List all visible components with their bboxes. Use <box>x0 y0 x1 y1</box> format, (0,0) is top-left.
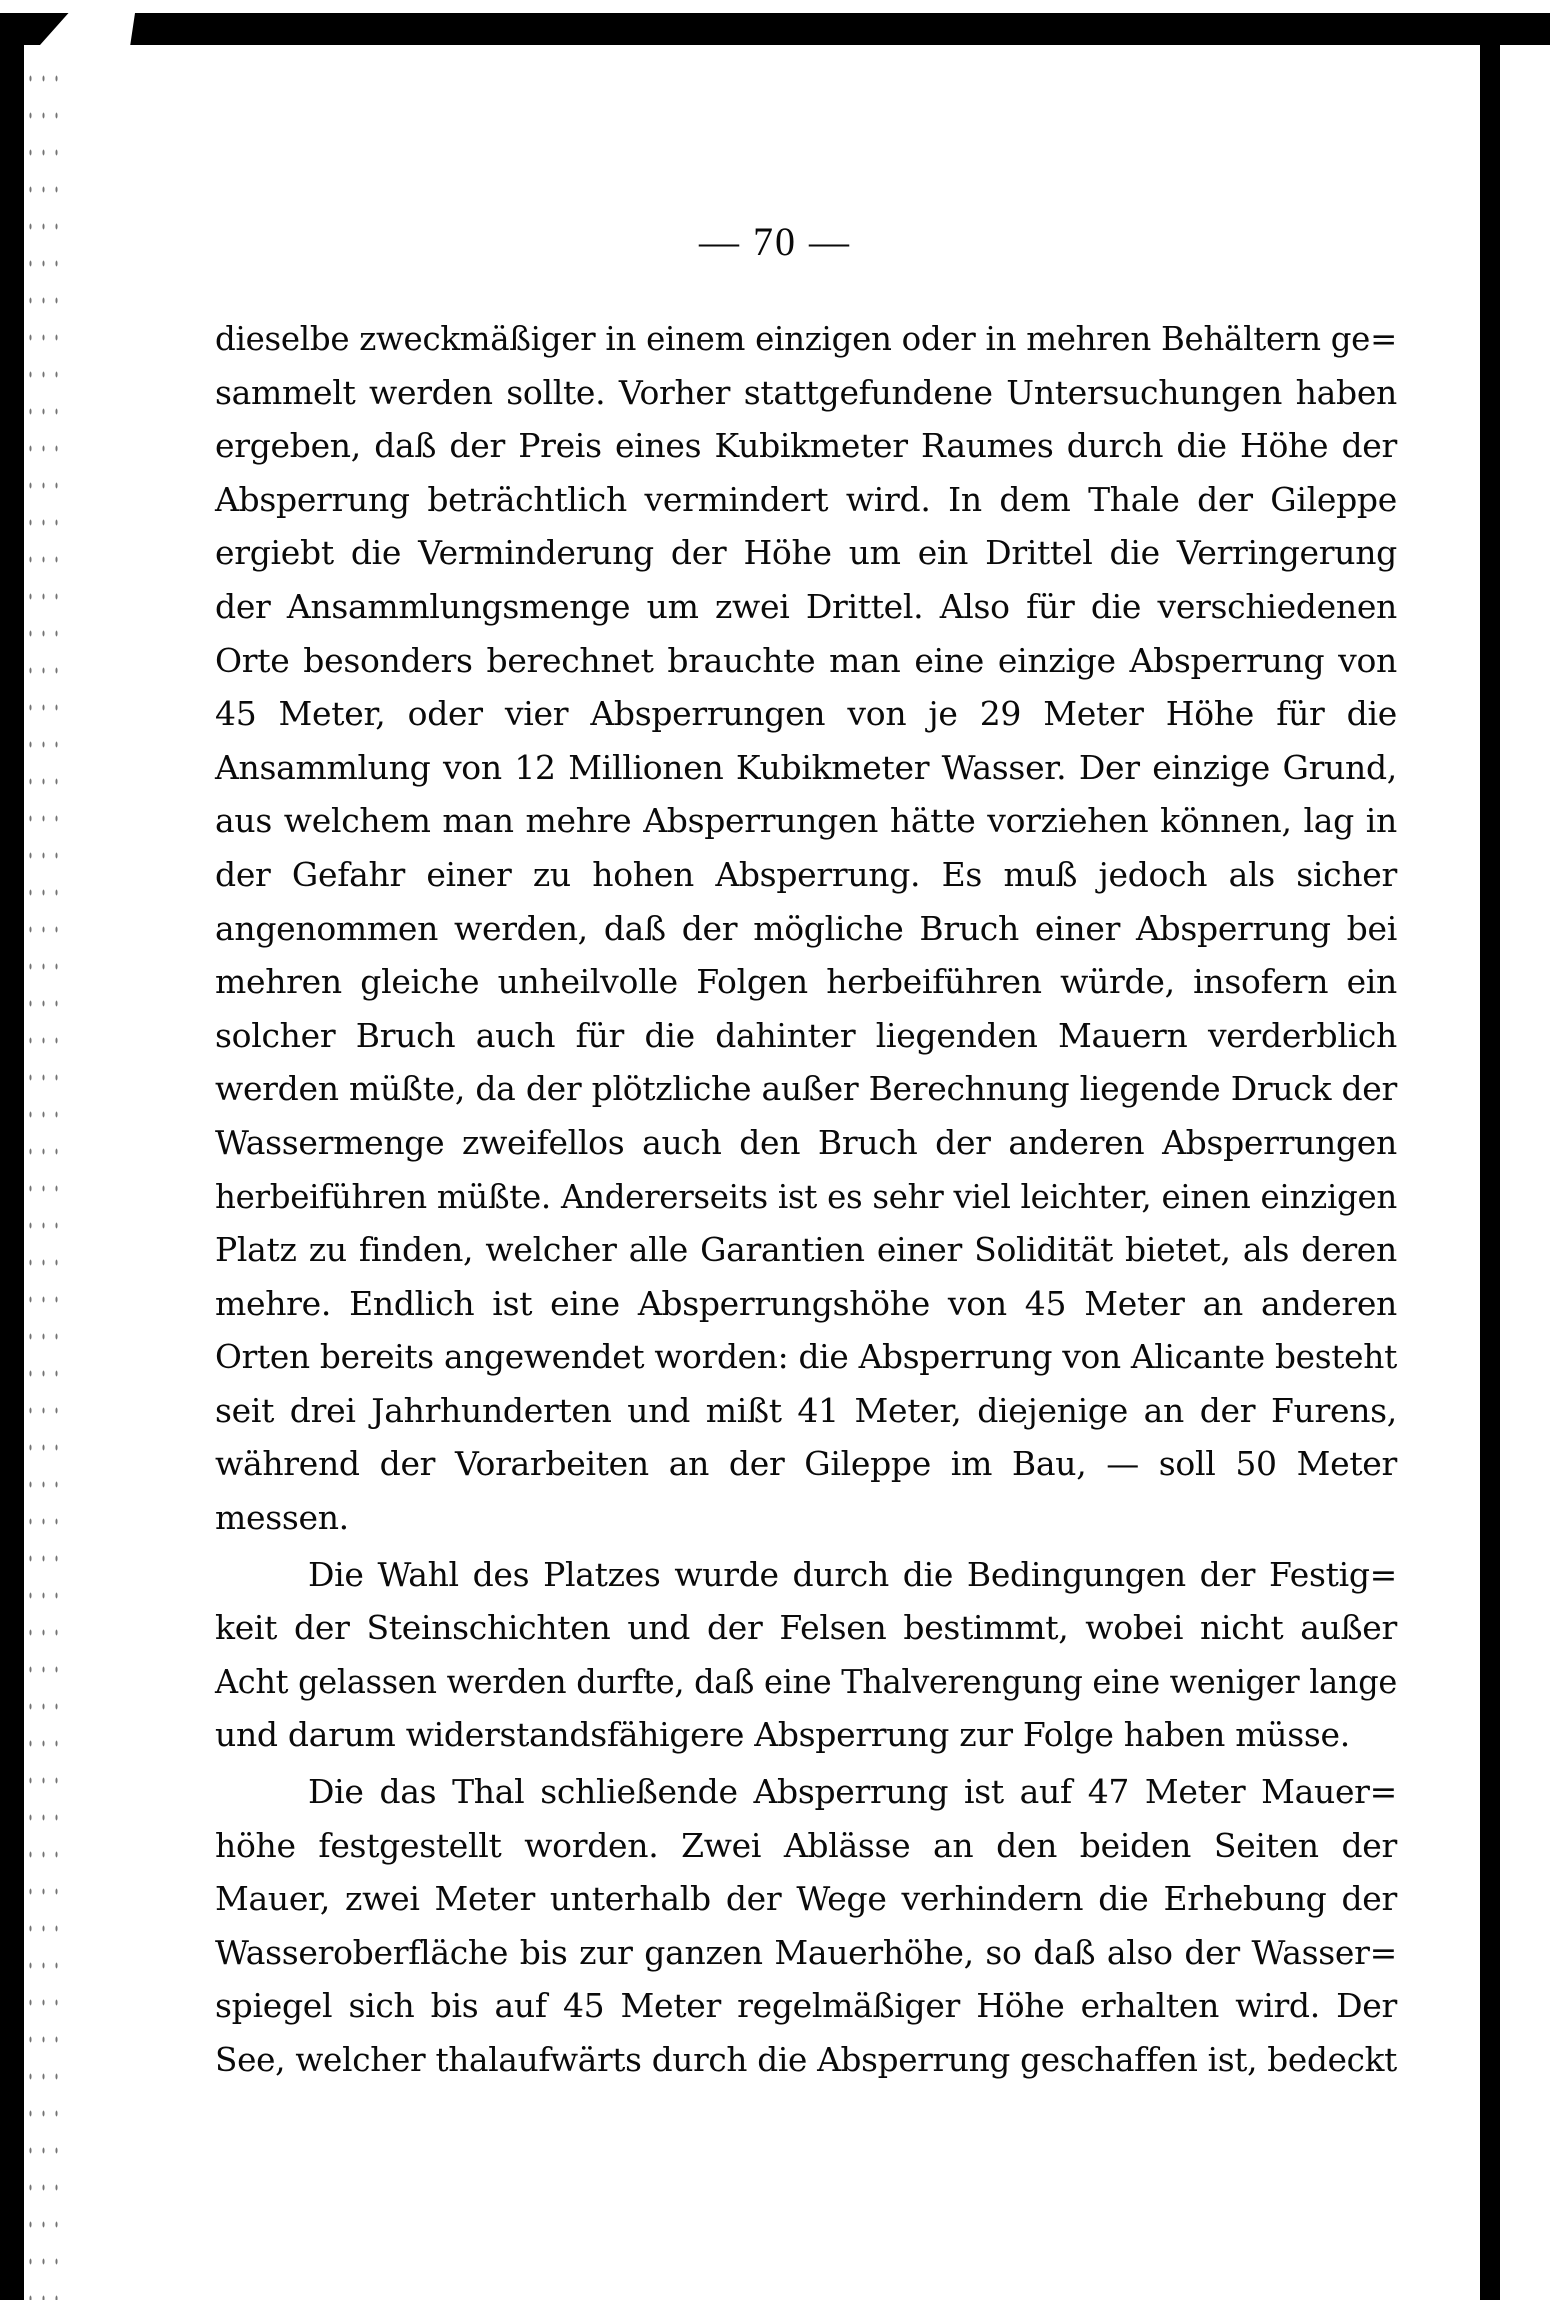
text-line: angenommen werden, daß der mögliche Bruch einer Absperrung bei <box>215 908 1397 948</box>
text-line: Wasseroberfläche bis zur ganzen Mauerhöhe, so daß also der Wasser= <box>215 1932 1397 1972</box>
text-line: keit der Steinschichten und der Felsen bestimmt, wobei nicht außer <box>215 1608 1397 1648</box>
text-line: messen. <box>215 1498 349 1538</box>
page-number: — 70 — <box>699 219 851 264</box>
text-line: Acht gelassen werden durfte, daß eine Thalverengung eine weniger lange <box>215 1661 1397 1701</box>
text-line: der Ansammlungsmenge um zwei Drittel. Also für die verschiedenen <box>215 586 1397 626</box>
text-line: höhe festgestellt worden. Zwei Ablässe an den beiden Seiten der <box>215 1825 1397 1865</box>
text-line: der Gefahr einer zu hohen Absperrung. Es muß jedoch als sicher <box>215 854 1397 894</box>
text-line: mehren gleiche unheilvolle Folgen herbeiführen würde, insofern ein <box>215 962 1397 1002</box>
text-line: ergeben, daß der Preis eines Kubikmeter Raumes durch die Höhe der <box>215 426 1397 466</box>
text-line: spiegel sich bis auf 45 Meter regelmäßiger Höhe erhalten wird. Der <box>215 1986 1397 2026</box>
text-line: Ansammlung von 12 Millionen Kubikmeter Wasser. Der einzige Grund, <box>215 747 1397 787</box>
scan-margin-right <box>1500 45 1550 2300</box>
text-line: seit drei Jahrhunderten und mißt 41 Meter, diejenige an der Furens, <box>215 1390 1397 1430</box>
text-line: Absperrung beträchtlich vermindert wird. In dem Thale der Gileppe <box>215 479 1397 519</box>
paragraph <box>215 312 1397 1545</box>
text-line: Orten bereits angewendet worden: die Absperrung von Alicante besteht <box>215 1337 1397 1377</box>
text-line: ergiebt die Verminderung der Höhe um ein Drittel die Verringerung <box>215 533 1397 573</box>
text-line: während der Vorarbeiten an der Gileppe im Bau, — soll 50 Meter <box>215 1444 1397 1484</box>
body-text <box>215 312 1397 2087</box>
text-line: solcher Bruch auch für die dahinter liegenden Mauern verderblich <box>215 1015 1397 1055</box>
text-line: Wassermenge zweifellos auch den Bruch der anderen Absperrungen <box>215 1122 1397 1162</box>
scan-noise-left <box>24 60 64 2300</box>
scan-border-left <box>0 13 24 2300</box>
text-line: mehre. Endlich ist eine Absperrungshöhe von 45 Meter an anderen <box>215 1283 1397 1323</box>
text-line: sammelt werden sollte. Vorher stattgefundene Untersuchungen haben <box>215 372 1397 412</box>
text-line: Platz zu finden, welcher alle Garantien einer Solidität bietet, als deren <box>215 1230 1397 1270</box>
text-line: herbeiführen müßte. Andererseits ist es sehr viel leichter, einen einzigen <box>215 1176 1397 1216</box>
text-line: und darum widerstandsfähigere Absperrung zur Folge haben müsse. <box>215 1715 1350 1755</box>
text-line: 45 Meter, oder vier Absperrungen von je 29 Meter Höhe für die <box>215 694 1397 734</box>
text-line: aus welchem man mehre Absperrungen hätte vorziehen können, lag in <box>215 801 1397 841</box>
text-line: Mauer, zwei Meter unterhalb der Wege verhindern die Erhebung der <box>215 1879 1397 1919</box>
scan-border-top <box>0 13 1550 45</box>
text-line: Die Wahl des Platzes wurde durch die Bedingungen der Festig= <box>308 1554 1397 1594</box>
scan-border-right <box>1480 13 1500 2300</box>
text-line: werden müßte, da der plötzliche außer Berechnung liegende Druck der <box>215 1069 1397 1109</box>
text-line: Orte besonders berechnet brauchte man eine einzige Absperrung von <box>215 640 1397 680</box>
text-line: See, welcher thalaufwärts durch die Absperrung geschaffen ist, bedeckt <box>215 2040 1397 2079</box>
paragraph <box>215 1548 1397 1762</box>
text-line: dieselbe zweckmäßiger in einem einzigen oder in mehren Behältern ge= <box>215 319 1397 358</box>
text-line: Die das Thal schließende Absperrung ist auf 47 Meter Mauer= <box>308 1772 1397 1812</box>
paragraph <box>215 1765 1397 2087</box>
